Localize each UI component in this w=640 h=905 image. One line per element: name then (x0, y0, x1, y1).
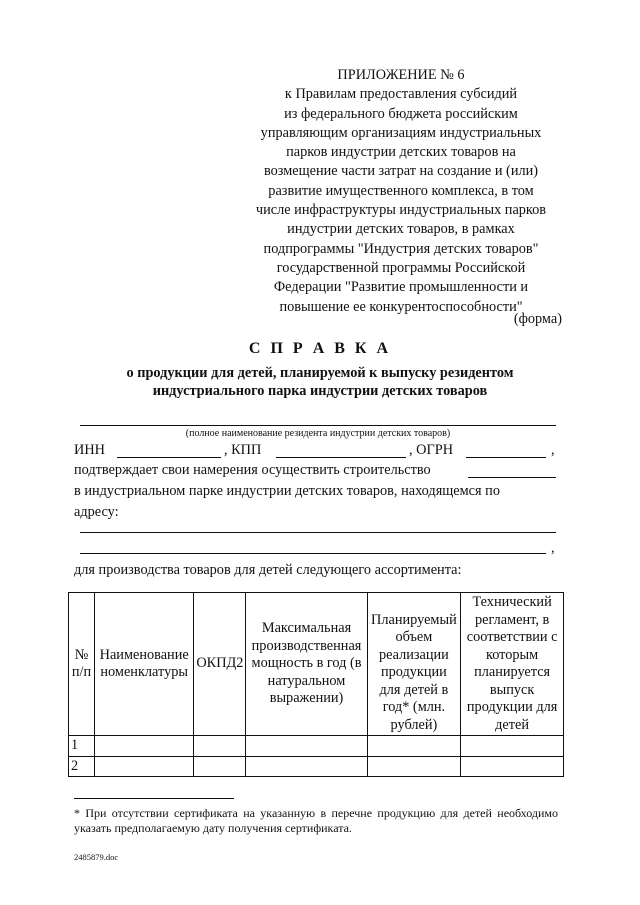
appendix-line: из федерального бюджета российским (284, 105, 518, 122)
appendix-line: развитие имущественного комплекса, в том (268, 182, 534, 199)
address-line-2[interactable] (80, 553, 546, 554)
ogrn-label: , ОГРН (409, 442, 454, 458)
appendix-line: управляющим организациям индустриальных (260, 124, 542, 141)
appendix-number: ПРИЛОЖЕНИЕ № 6 (337, 67, 465, 83)
inn-field[interactable] (117, 457, 221, 458)
assortment-table (68, 592, 564, 777)
appendix-line: числе инфраструктуры индустриальных парков (255, 202, 547, 219)
appendix-line: Федерации "Развитие промышленности и (273, 279, 529, 296)
row-cell[interactable] (95, 756, 194, 777)
header-nomenclature: Наименование номенклатуры (95, 593, 194, 736)
appendix-line: повышение ее конкурентоспособности" (279, 298, 523, 315)
confirm-text: подтверждает свои намерения осуществить строительство (74, 462, 431, 478)
table-row (69, 736, 564, 757)
header-tech-regulation: Технический регламент, в соответствии с которым планируется выпуск продукции для детей (461, 593, 564, 736)
kpp-field[interactable] (276, 457, 406, 458)
row-cell[interactable] (461, 756, 564, 777)
kpp-label: , КПП (224, 442, 262, 458)
row-cell[interactable] (194, 736, 246, 757)
document-subtitle (90, 364, 550, 400)
row-number: 1 (69, 736, 95, 757)
appendix-line: парков индустрии детских товаров на (286, 144, 516, 161)
row-cell[interactable] (194, 756, 246, 777)
header-sales-volume: Планируемый объем реализации продукции для детей в год* (млн. рублей) (367, 593, 461, 736)
resident-name-line[interactable] (80, 425, 556, 426)
purpose-text: для производства товаров для детей следующего ассортимента: (74, 562, 462, 578)
header-number: № п/п (69, 593, 95, 736)
appendix-block (240, 66, 562, 317)
subtitle-line: о продукции для детей, планируемой к выпуску резидентом (126, 365, 514, 381)
document-id: 2485879.doc (74, 852, 119, 862)
appendix-line: возмещение части затрат на создание и (или) (263, 163, 539, 180)
subtitle-line: индустриального парка индустрии детских товаров (152, 383, 488, 399)
construction-field[interactable] (468, 477, 556, 478)
row-cell[interactable] (246, 736, 367, 757)
address-line-1[interactable] (80, 532, 556, 533)
appendix-line: индустрии детских товаров, в рамках (287, 221, 515, 238)
header-okpd2: ОКПД2 (194, 593, 246, 736)
row-cell[interactable] (367, 736, 461, 757)
row-cell[interactable] (246, 756, 367, 777)
ogrn-field[interactable] (466, 457, 546, 458)
row-cell[interactable] (367, 756, 461, 777)
form-label: (форма) (513, 311, 562, 327)
footnote-separator (74, 798, 234, 799)
table-row (69, 756, 564, 777)
header-capacity: Максимальная производственная мощность в год (в натуральном выражении) (246, 593, 367, 736)
footnote: * При отсутствии сертификата на указанную в перечне продукцию для детей необходимо указать предполагаемую дату получения сертификата. (74, 806, 558, 835)
appendix-line: подпрограммы "Индустрия детских товаров" (263, 240, 539, 257)
row-cell[interactable] (461, 736, 564, 757)
appendix-line: к Правилам предоставления субсидий (284, 86, 518, 103)
row-cell[interactable] (95, 736, 194, 757)
location-text: в индустриальном парке индустрии детских товаров, находящемся по (74, 483, 500, 499)
document-title: С П Р А В К А (248, 340, 392, 357)
row-number: 2 (69, 756, 95, 777)
address-comma: , (551, 540, 555, 556)
resident-name-caption: (полное наименование резидента индустрии детских товаров) (185, 428, 451, 439)
inn-label: ИНН (74, 442, 105, 458)
table-header-row (69, 593, 564, 736)
appendix-line: государственной программы Российской (276, 259, 526, 276)
ogrn-comma: , (551, 442, 555, 458)
address-label: адресу: (74, 504, 119, 520)
